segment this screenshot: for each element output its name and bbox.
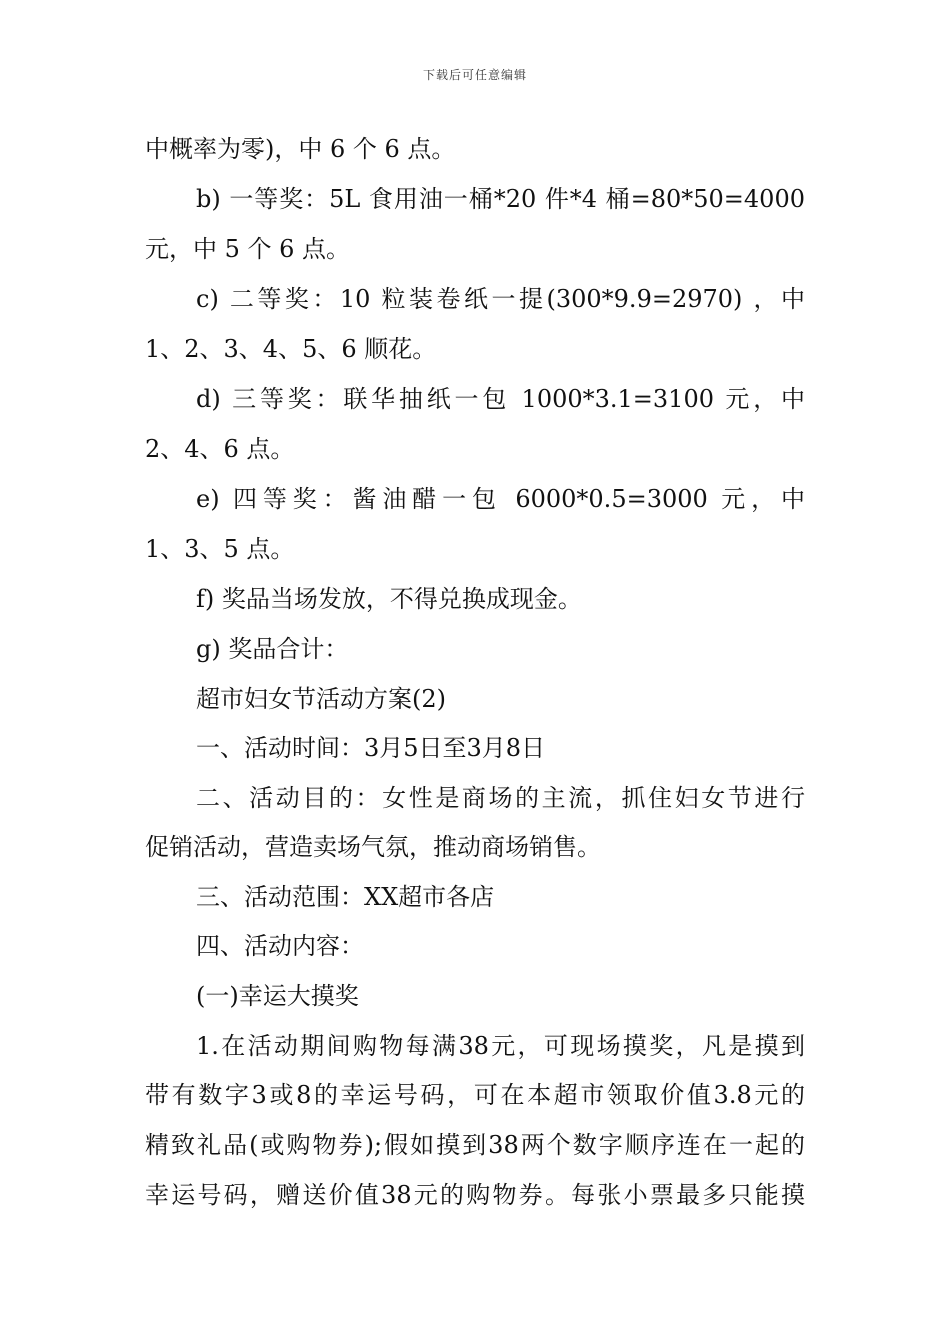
text-line: (一)幸运大摸奖 xyxy=(196,982,359,1010)
text-line: e) 四等奖：酱油醋一包 6000*0.5=3000 元，中 xyxy=(196,485,805,513)
text-line: c) 二等奖：10 粒装卷纸一提(300*9.9=2970) ，中 xyxy=(196,285,805,313)
text-line: 带有数字3或8的幸运号码，可在本超市领取价值3.8元的 xyxy=(145,1081,805,1109)
text-line: 二、活动目的：女性是商场的主流，抓住妇女节进行 xyxy=(196,784,805,812)
text-line: g) 奖品合计： xyxy=(196,635,349,663)
text-line: d) 三等奖：联华抽纸一包 1000*3.1=3100 元，中 xyxy=(196,385,805,413)
text-line: f) 奖品当场发放，不得兑换成现金。 xyxy=(196,585,582,613)
text-line: 一、活动时间：3月5日至3月8日 xyxy=(196,734,546,762)
text-line: 精致礼品(或购物券);假如摸到38两个数字顺序连在一起的 xyxy=(145,1131,805,1159)
text-line: 促销活动，营造卖场气氛，推动商场销售。 xyxy=(145,833,601,861)
text-line: 中概率为零)，中 6 个 6 点。 xyxy=(145,135,456,163)
text-line: 2、4、6 点。 xyxy=(145,435,295,463)
text-line: b) 一等奖：5L 食用油一桶*20 件*4 桶=80*50=4000 xyxy=(196,185,805,213)
text-line: 1、3、5 点。 xyxy=(145,535,295,563)
text-line: 三、活动范围：XX超市各店 xyxy=(196,883,495,911)
text-line: 四、活动内容： xyxy=(196,932,364,960)
section-title: 超市妇女节活动方案(2) xyxy=(196,685,446,713)
text-line: 1.在活动期间购物每满38元，可现场摸奖，凡是摸到 xyxy=(196,1032,805,1060)
text-line: 幸运号码，赠送价值38元的购物券。每张小票最多只能摸 xyxy=(145,1181,805,1209)
text-line: 1、2、3、4、5、6 顺花。 xyxy=(145,335,437,363)
page-header: 下载后可任意编辑 xyxy=(422,68,527,82)
text-line: 元，中 5 个 6 点。 xyxy=(145,235,351,263)
